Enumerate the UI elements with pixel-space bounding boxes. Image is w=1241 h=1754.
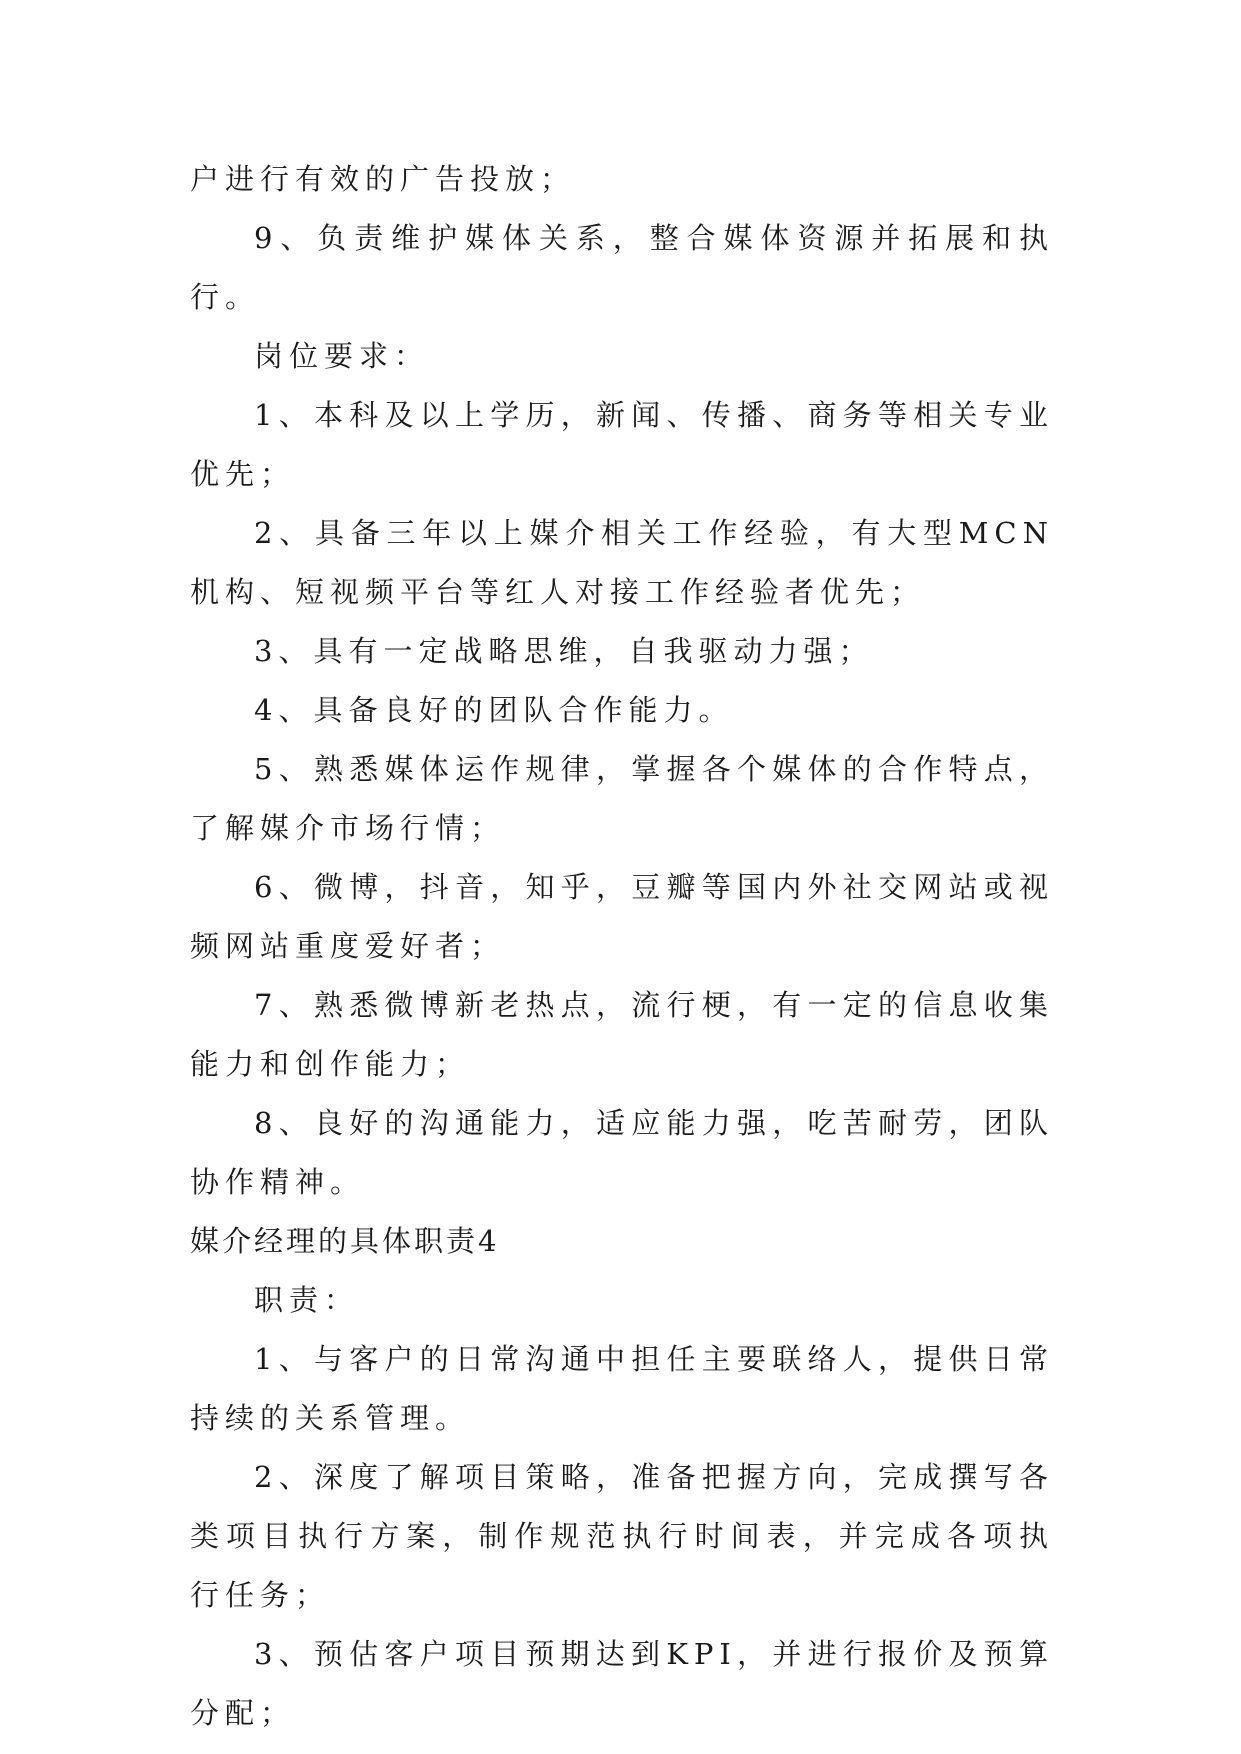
document-body [190, 150, 1054, 1743]
section-heading: 媒介经理的具体职责4 [190, 1224, 500, 1258]
paragraph-continuation: 户进行有效的广告投放； [190, 162, 576, 196]
paragraph-requirement-2: 2、具备三年以上媒介相关工作经验，有大型MCN机构、短视频平台等红人对接工作经验者优先； [190, 516, 1054, 609]
paragraph-duty-1: 1、与客户的日常沟通中担任主要联络人，提供日常持续的关系管理。 [190, 1342, 1054, 1435]
paragraph-duty-3: 3、预估客户项目预期达到KPI，并进行报价及预算分配； [190, 1637, 1054, 1730]
paragraph-duty-9: 9、负责维护媒体关系，整合媒体资源并拓展和执行。 [190, 221, 1054, 314]
paragraph-requirement-8: 8、良好的沟通能力，适应能力强，吃苦耐劳，团队协作精神。 [190, 1106, 1054, 1199]
paragraph-requirement-4: 4、具备良好的团队合作能力。 [254, 693, 734, 727]
section-label-duties: 职责： [254, 1283, 360, 1317]
section-label-requirements: 岗位要求： [254, 339, 430, 373]
paragraph-requirement-5: 5、熟悉媒体运作规律，掌握各个媒体的合作特点，了解媒介市场行情； [190, 752, 1054, 845]
paragraph-requirement-7: 7、熟悉微博新老热点，流行梗，有一定的信息收集能力和创作能力； [190, 988, 1054, 1081]
paragraph-requirement-3: 3、具有一定战略思维，自我驱动力强； [254, 634, 874, 668]
paragraph-requirement-1: 1、本科及以上学历，新闻、传播、商务等相关专业优先； [190, 398, 1054, 491]
paragraph-requirement-6: 6、微博，抖音，知乎，豆瓣等国内外社交网站或视频网站重度爱好者； [190, 870, 1054, 963]
paragraph-duty-2: 2、深度了解项目策略，准备把握方向，完成撰写各类项目执行方案，制作规范执行时间表，并完成各项执行任务； [190, 1460, 1054, 1612]
